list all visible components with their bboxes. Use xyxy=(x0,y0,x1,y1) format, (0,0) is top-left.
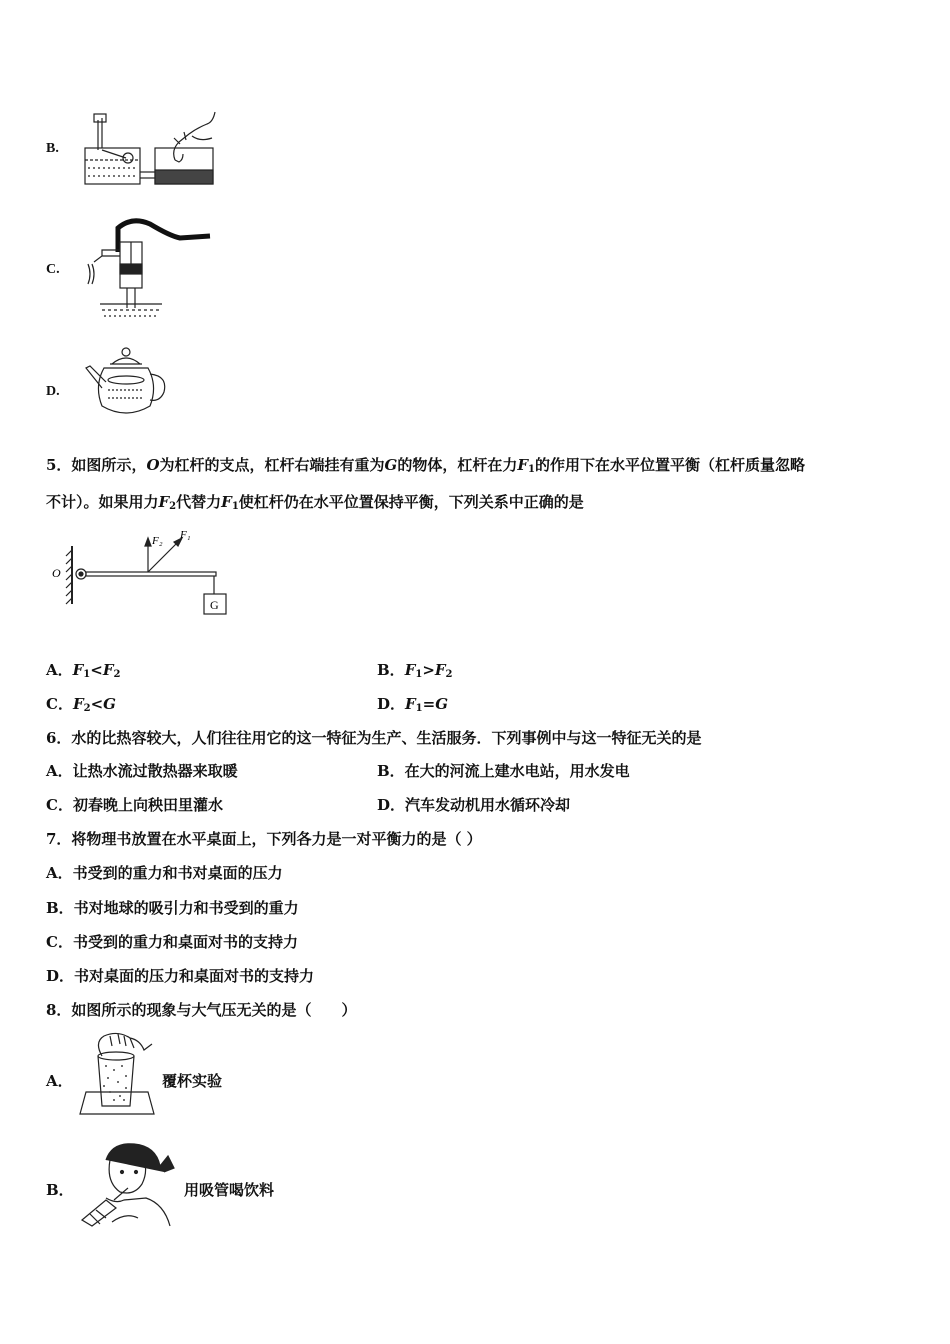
q5-sub: 1 xyxy=(415,669,423,680)
q4-option-d-figure xyxy=(82,346,172,422)
q5-stem-line2 xyxy=(46,492,584,517)
q4-option-b-label: B. xyxy=(46,141,59,156)
q5-sub: 2 xyxy=(445,669,453,680)
q5-sub: 2 xyxy=(83,703,91,714)
q5-lever-figure xyxy=(48,528,238,620)
q5-fig-label-g: G xyxy=(210,598,219,612)
option-label: A． xyxy=(46,661,73,679)
q5-var-f: F xyxy=(72,661,84,679)
q8-option-b-label[interactable]: B． xyxy=(46,1181,74,1199)
q4-option-b-figure xyxy=(80,100,220,192)
option-label: D． xyxy=(377,695,406,713)
q7-option-a[interactable]: A．书受到的重力和书对桌面的压力 xyxy=(46,864,283,882)
q5-option-a[interactable] xyxy=(46,660,120,685)
q5-var-f: F xyxy=(434,661,446,679)
q5-var-f: F xyxy=(72,695,84,713)
q8-option-b-figure xyxy=(76,1138,184,1228)
q5-var-o: O xyxy=(146,456,160,474)
q8-option-a-figure xyxy=(74,1030,160,1118)
q5-var-f: F xyxy=(405,695,416,713)
q5-text: 使杠杆仍在水平位置保持平衡，下列关系中正确的是 xyxy=(238,493,584,511)
q5-text: 的物体，杠杆在力 xyxy=(397,456,518,474)
q5-var-f: F xyxy=(221,493,232,511)
q5-fig-label-f1: F₁ xyxy=(180,529,191,541)
q5-fig-label-o: O xyxy=(52,566,61,580)
q5-text: 为杠杆的支点，杠杆右端挂有重为 xyxy=(159,456,385,474)
q5-sub: 1 xyxy=(415,703,423,714)
q5-var-f: F xyxy=(404,661,416,679)
q6-option-b[interactable]: B．在大的河流上建水电站，用水发电 xyxy=(377,762,630,780)
q5-var-g: G xyxy=(435,695,449,713)
q5-sub: 1 xyxy=(83,669,91,680)
q8-option-a-label[interactable]: A． xyxy=(46,1072,73,1090)
q5-var-g: G xyxy=(103,695,116,713)
q5-relation: = xyxy=(422,695,436,713)
q5-var-f: F xyxy=(158,493,170,511)
q6-option-a[interactable]: A．让热水流过散热器来取暖 xyxy=(46,762,238,780)
q5-relation: < xyxy=(90,695,104,713)
q6-option-d[interactable]: D．汽车发动机用水循环冷却 xyxy=(377,796,571,814)
q5-sub: 1 xyxy=(231,501,239,512)
q4-option-c-figure xyxy=(80,212,220,322)
q6-option-c[interactable]: C．初春晚上向秧田里灌水 xyxy=(46,796,223,814)
q5-stem-line1 xyxy=(46,455,805,480)
q5-text: 5．如图所示， xyxy=(46,456,147,474)
q5-var-f: F xyxy=(102,661,114,679)
q8-stem: 8．如图所示的现象与大气压无关的是（ ） xyxy=(46,1001,357,1019)
q4-option-c-label: C. xyxy=(46,262,60,277)
q5-sub: 2 xyxy=(113,669,121,680)
option-label: C． xyxy=(46,695,73,713)
q5-text: 代替力 xyxy=(176,493,222,511)
q5-var-g: G xyxy=(384,456,398,474)
q5-var-f: F xyxy=(517,456,529,474)
q5-sub: 1 xyxy=(528,464,535,475)
q7-option-b[interactable]: B．书对地球的吸引力和书受到的重力 xyxy=(46,899,299,917)
q5-option-d[interactable] xyxy=(377,694,448,719)
q5-relation: < xyxy=(90,661,103,679)
q7-stem: 7．将物理书放置在水平桌面上，下列各力是一对平衡力的是（ ） xyxy=(46,830,482,848)
q4-option-d-label: D. xyxy=(46,384,60,399)
q8-option-a-caption: 覆杯实验 xyxy=(162,1072,223,1090)
q8-option-b-caption: 用吸管喝饮料 xyxy=(184,1181,275,1199)
q7-option-c[interactable]: C．书受到的重力和桌面对书的支持力 xyxy=(46,933,298,951)
q5-sub: 2 xyxy=(169,501,177,512)
option-label: B． xyxy=(377,661,405,679)
q6-stem: 6．水的比热容较大，人们往往用它的这一特征为生产、生活服务．下列事例中与这一特征无关的是 xyxy=(46,729,702,747)
q5-option-c[interactable] xyxy=(46,694,116,719)
q5-option-b[interactable] xyxy=(377,660,453,685)
q5-fig-label-f2: F₂ xyxy=(152,535,163,547)
q5-relation: > xyxy=(422,661,435,679)
q5-text: 不计）。如果用力 xyxy=(46,493,159,511)
q5-text: 的作用下在水平位置平衡（杠杆质量忽略 xyxy=(535,456,806,474)
q7-option-d[interactable]: D．书对桌面的压力和桌面对书的支持力 xyxy=(46,967,315,985)
